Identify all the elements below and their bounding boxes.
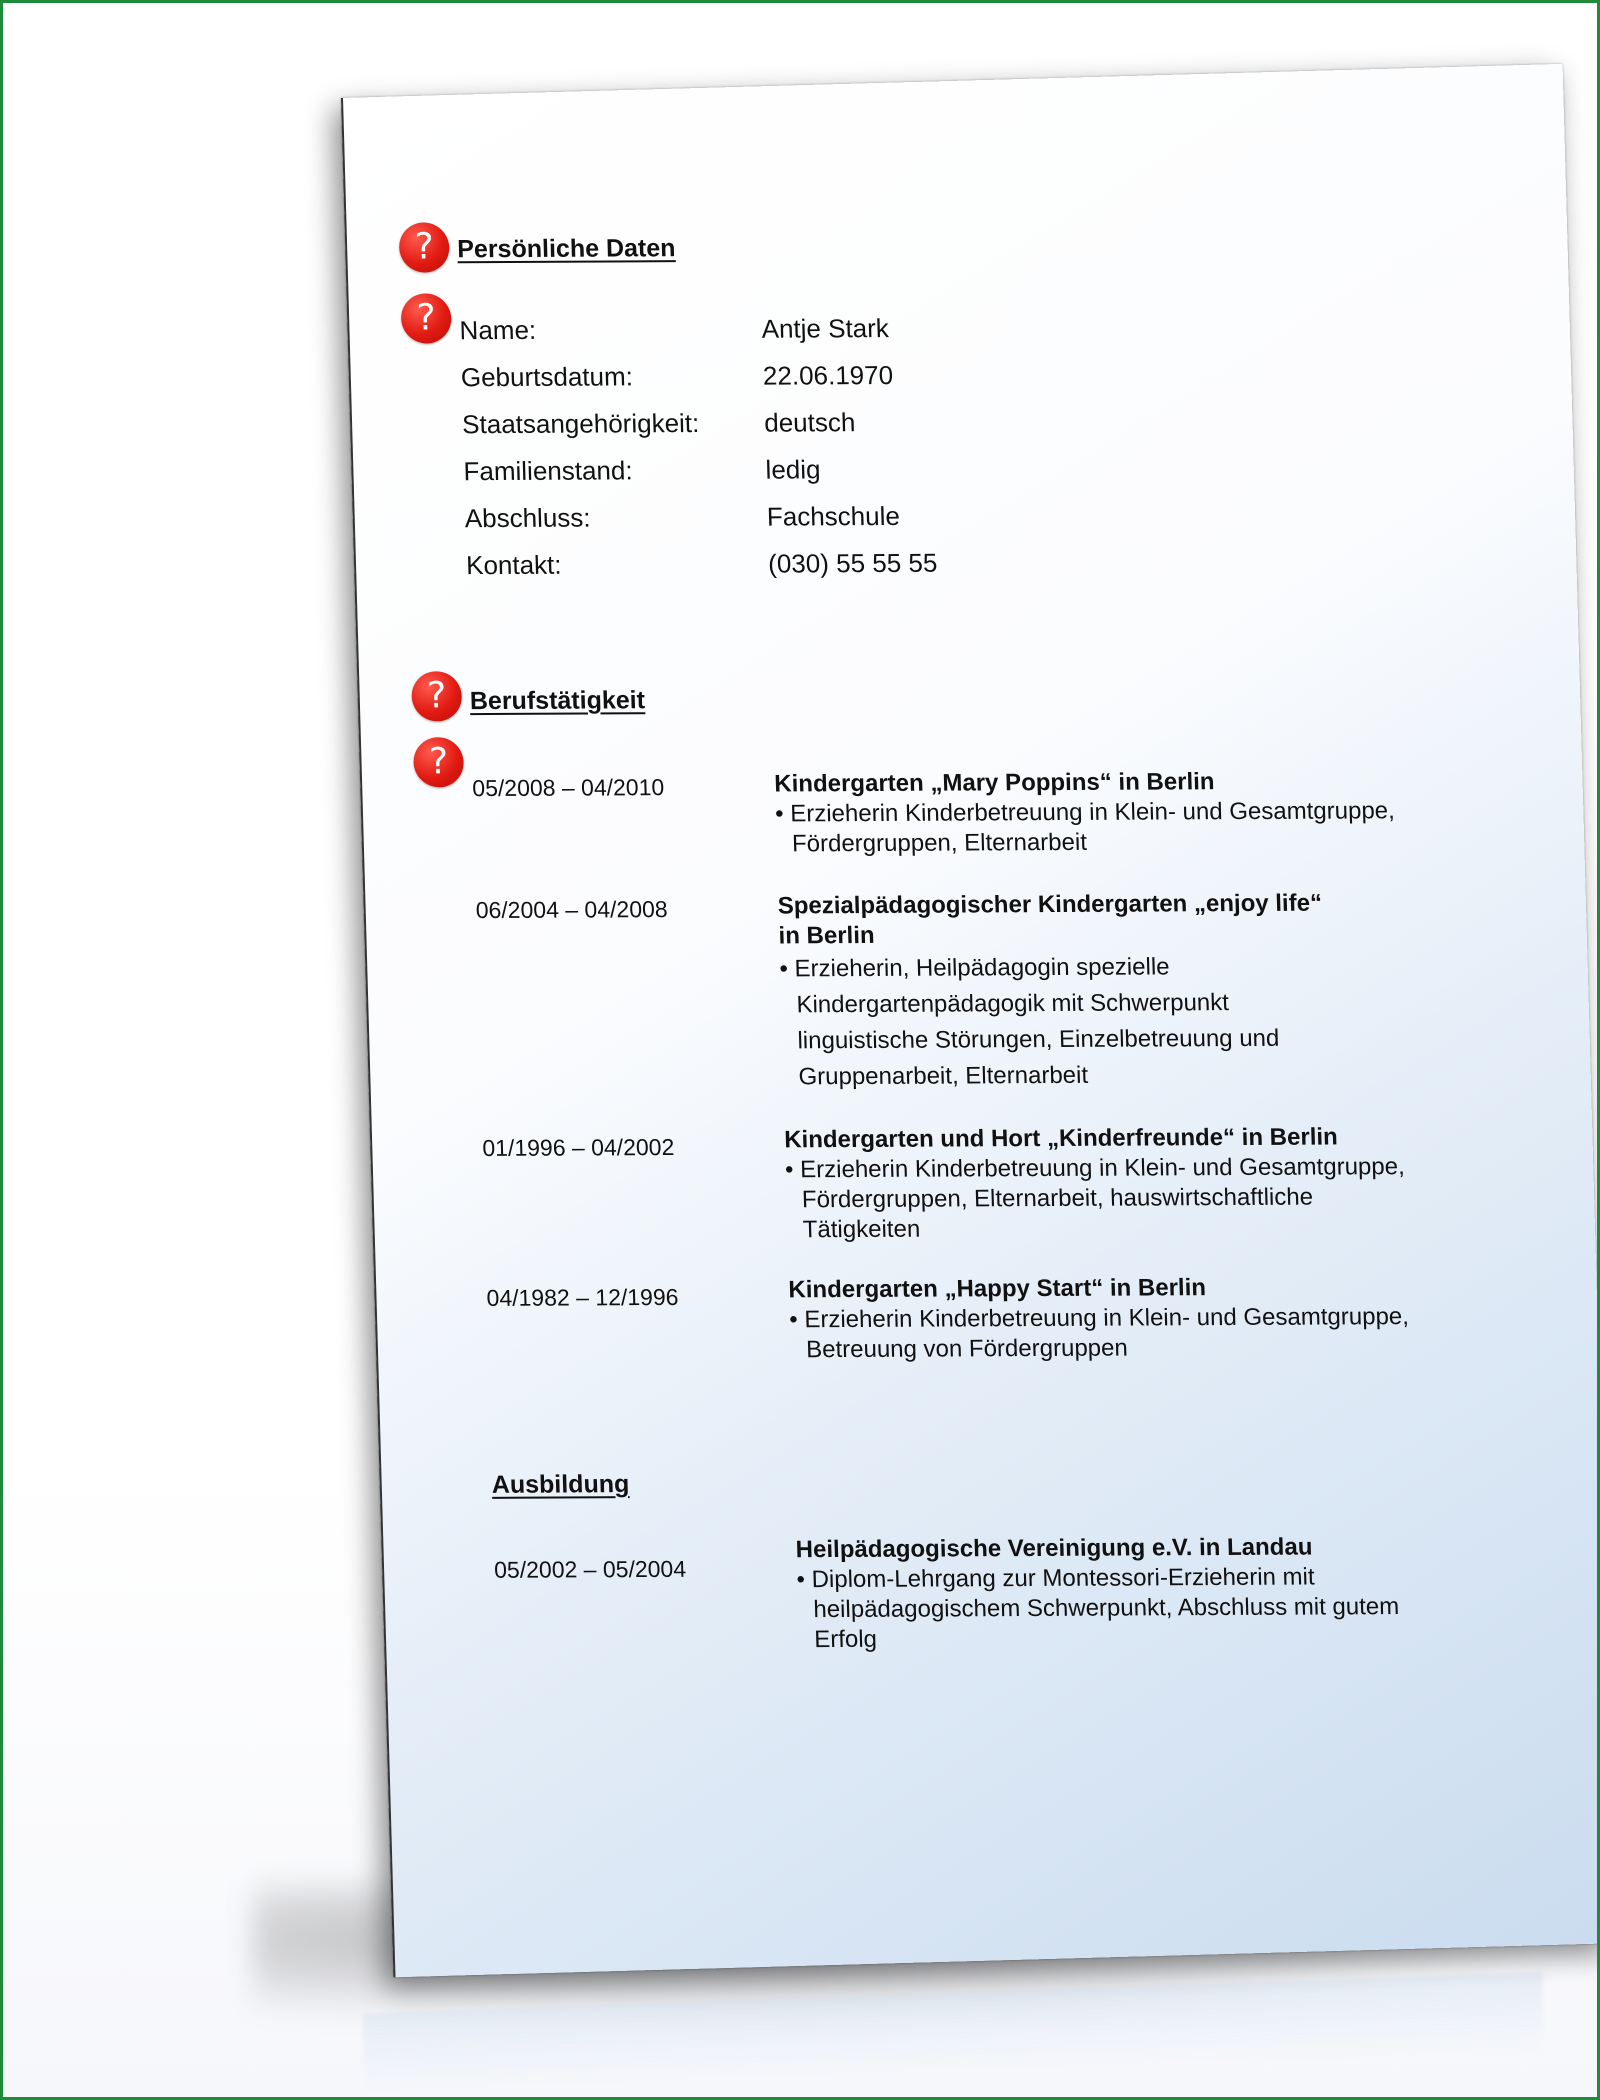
section-heading-career: Berufstätigkeit (469, 686, 646, 716)
career-period: 01/1996 – 04/2002 (482, 1133, 675, 1161)
career-entry-description: • Erzieherin Kinderbetreuung in Klein- und Gesamtgruppe, Betreuung von Fördergruppen (788, 1303, 1410, 1364)
career-period: 05/2008 – 04/2010 (471, 774, 665, 802)
education-entry-description: • Diplom-Lehrgang zur Montessori-Erzieherin mit heilpädagogischem Schwerpunkt, Abschluss mit gutem Erfolg (796, 1563, 1400, 1654)
career-entry-title: Kindergarten „Happy Start“ in Berlin (788, 1274, 1207, 1304)
career-entry-description: • Erzieherin Kinderbetreuung in Klein- und Gesamtgruppe, Fördergruppen, Elternarbeit, hauswirtschaftliche Tätigkeiten (784, 1153, 1406, 1244)
field-label-birthdate: Geburtsdatum: (460, 361, 634, 393)
cv-document-page (341, 64, 1597, 1977)
help-question-icon[interactable]: ? (411, 671, 462, 721)
career-period: 04/1982 – 12/1996 (486, 1283, 679, 1311)
education-entry-title: Heilpädagogische Vereinigung e.V. in Landau (795, 1533, 1313, 1564)
career-entry (784, 1122, 1428, 1245)
career-entry (788, 1272, 1431, 1365)
help-question-icon[interactable]: ? (399, 222, 450, 272)
preview-stage (3, 3, 1597, 2097)
field-value-name: Antje Stark (761, 313, 890, 344)
help-question-icon[interactable]: ? (413, 737, 464, 787)
career-entry-description: • Erzieherin Kinderbetreuung in Klein- und Gesamtgruppe, Fördergruppen, Elternarbeit (774, 797, 1396, 858)
section-heading-personal: Persönliche Daten (456, 234, 676, 264)
field-value-birthdate: 22.06.1970 (762, 360, 894, 391)
field-label-name: Name: (459, 314, 537, 346)
cv-content (343, 92, 1597, 1978)
career-entry-title: Kindergarten und Hort „Kinderfreunde“ in Berlin (783, 1123, 1339, 1154)
help-question-icon[interactable]: ? (400, 293, 451, 343)
field-label-contact: Kontakt: (465, 549, 562, 581)
education-entry (795, 1532, 1439, 1655)
career-entry-title: Kindergarten „Mary Poppins“ in Berlin (773, 768, 1215, 798)
field-value-degree: Fachschule (766, 500, 901, 532)
career-entry (774, 766, 1417, 859)
field-value-nationality: deutsch (763, 407, 856, 438)
section-heading-education: Ausbildung (491, 1470, 630, 1499)
field-label-nationality: Staatsangehörigkeit: (461, 408, 700, 440)
field-value-marital-status: ledig (765, 454, 821, 485)
field-label-marital-status: Familienstand: (463, 455, 634, 487)
career-entry-description: • Erzieherin, Heilpädagogin spezielle Kindergartenpädagogik mit Schwerpunkt linguistische Störungen, Einzelbetreuung und Gruppenarbeit, Elternarbeit (779, 953, 1280, 1091)
career-period: 06/2004 – 04/2008 (475, 896, 668, 924)
career-entry (777, 888, 1423, 1095)
career-entry-title: Spezialpädagogischer Kindergarten „enjoy life“ in Berlin (777, 889, 1323, 950)
field-value-contact: (030) 55 55 55 (767, 547, 938, 579)
education-period: 05/2002 – 05/2004 (493, 1555, 687, 1583)
field-label-degree: Abschluss: (464, 502, 591, 534)
